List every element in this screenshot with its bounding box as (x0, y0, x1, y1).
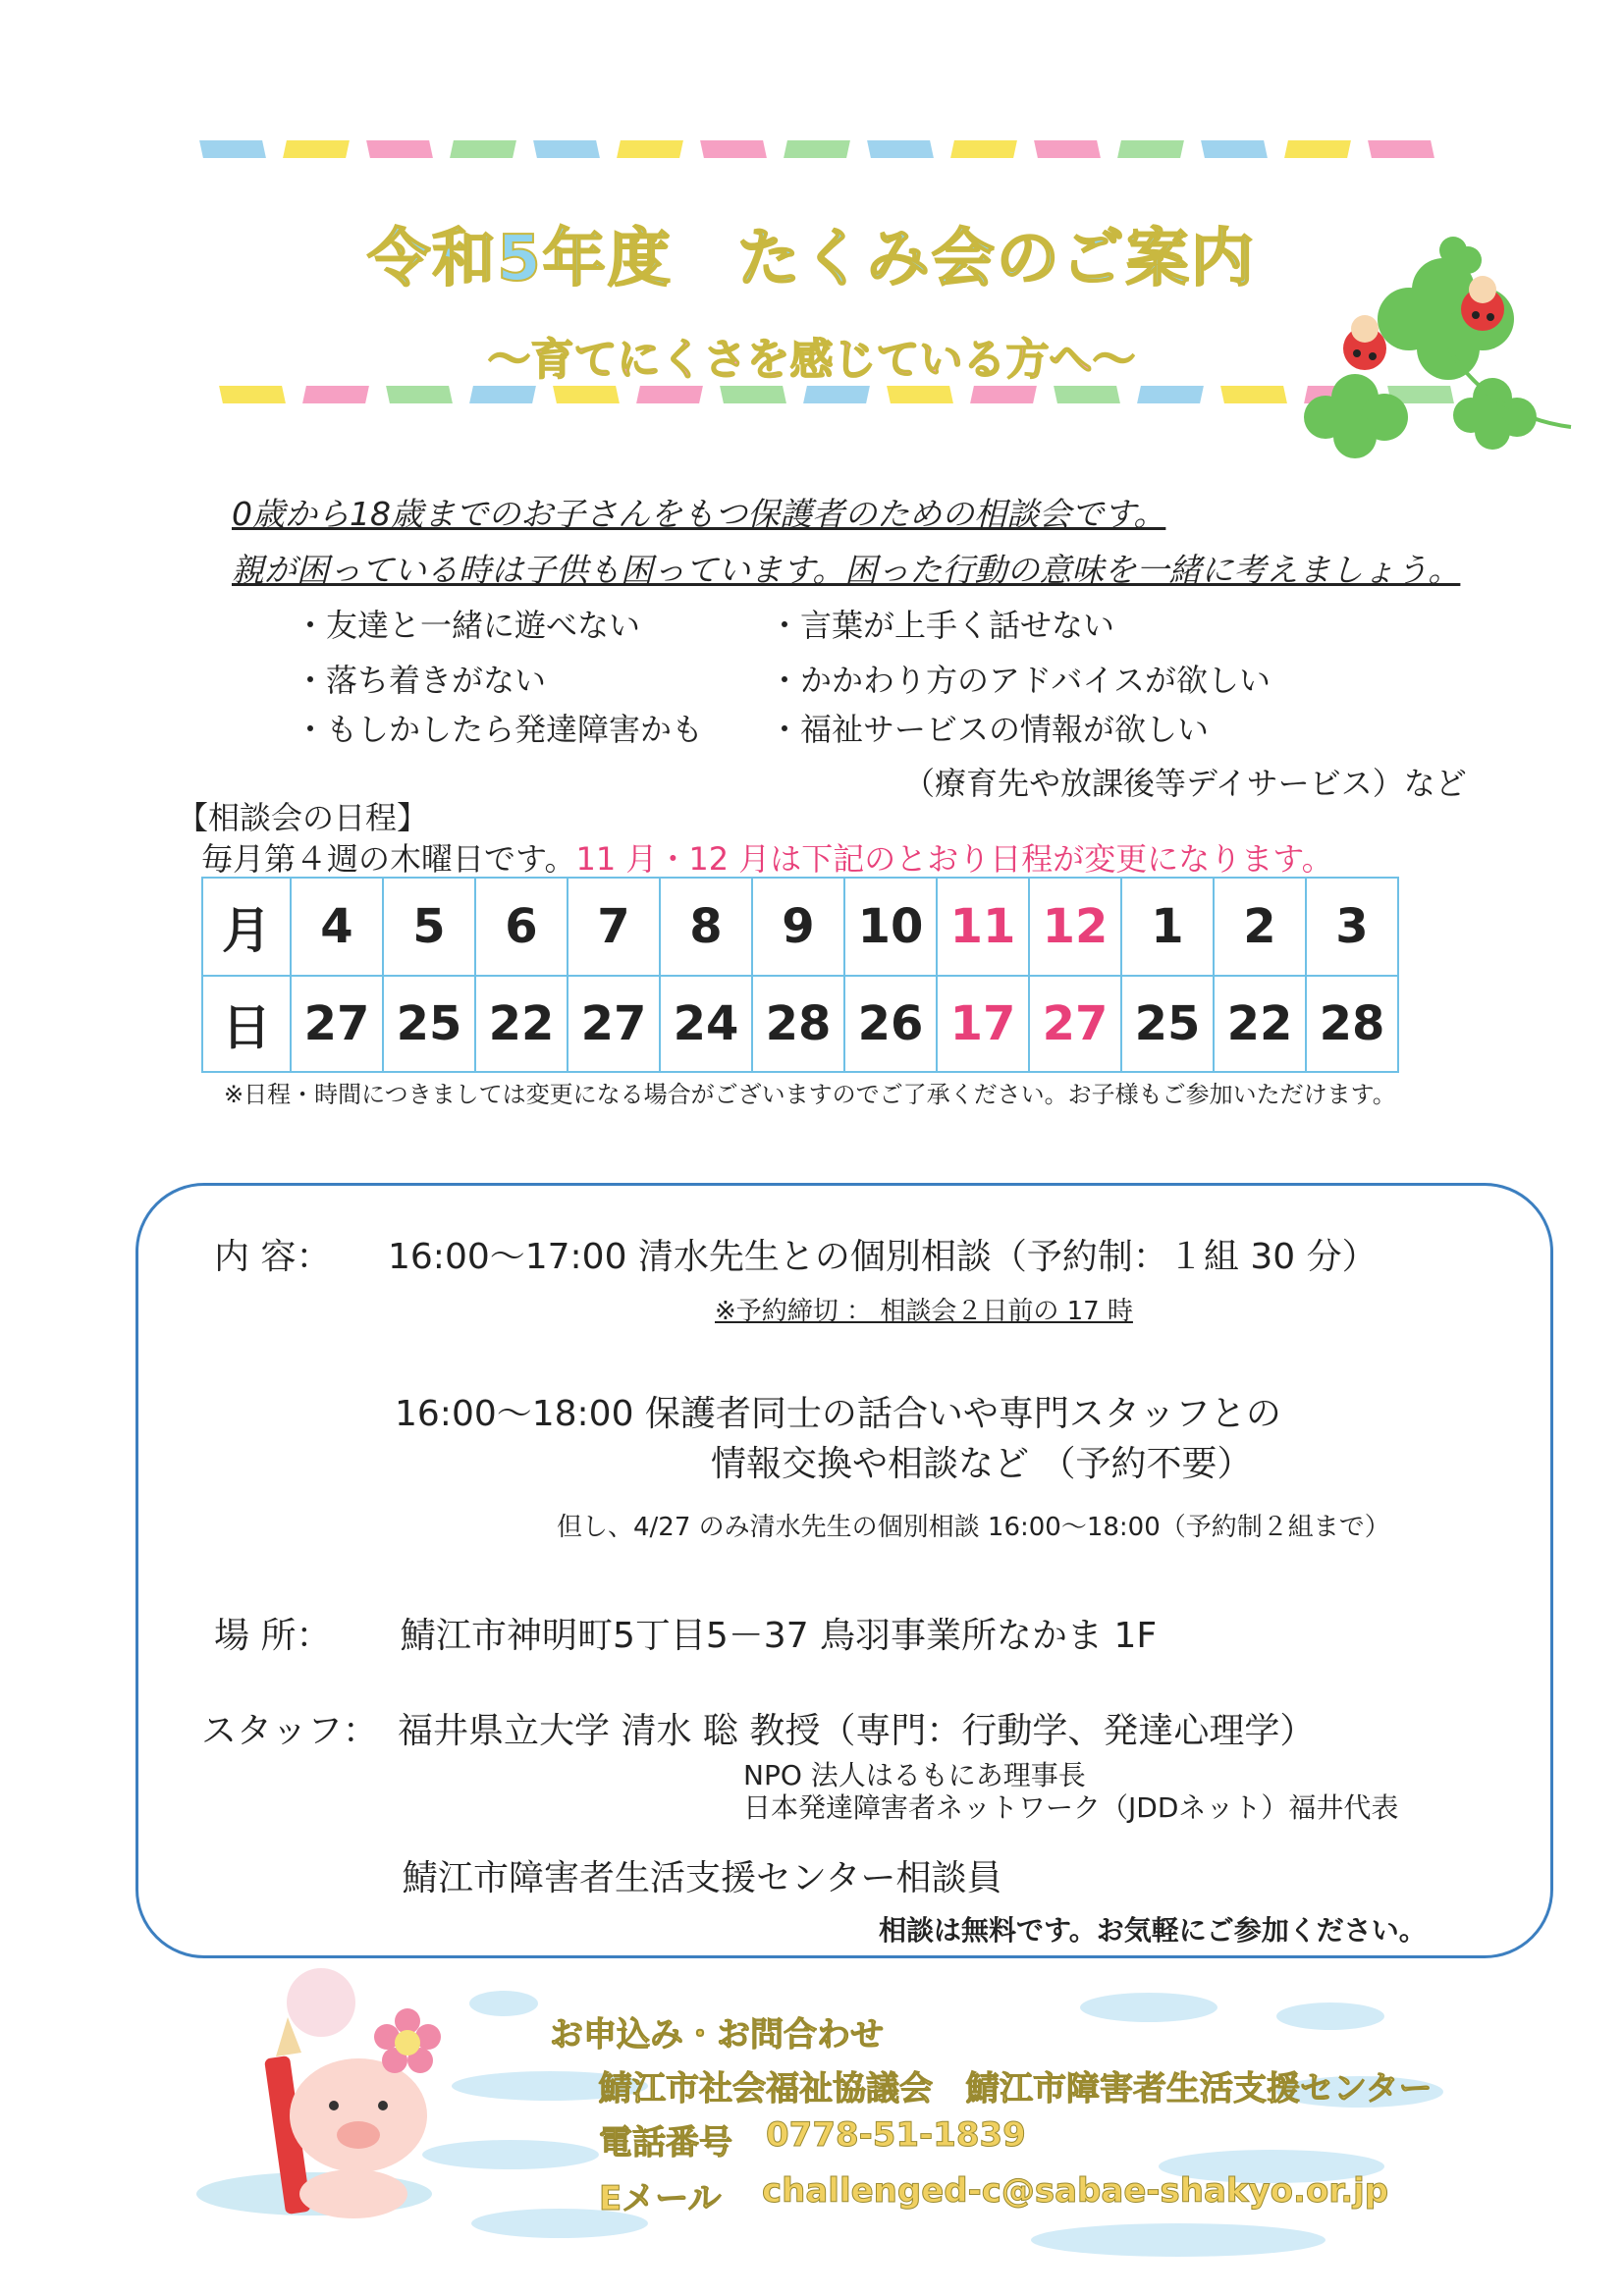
session2-line1: 16:00～18:00 保護者同士の話合いや専門スタッフとの (395, 1394, 1281, 1434)
month-cell: 8 (660, 878, 752, 976)
bullet-right-3: ・福祉サービスの情報が欲しい (769, 711, 1210, 748)
day-cell: 27 (568, 976, 660, 1072)
water-blob (1080, 1993, 1217, 2022)
bullet-right-note: （療育先や放課後等デイサービス）など (903, 765, 1467, 802)
bullet-left-3: ・もしかしたら発達障害かも (295, 711, 704, 748)
day-cell: 28 (752, 976, 844, 1072)
contact-email[interactable]: challenged-c@sabae-shakyo.or.jp (762, 2171, 1389, 2211)
contact-phone-label: 電話番号 (599, 2123, 732, 2163)
month-row-label: 月 (202, 878, 291, 976)
contact-email-label: Eメール (599, 2179, 722, 2218)
dash-decoration (1137, 386, 1204, 403)
dash-decoration (887, 386, 953, 403)
staff1-role2: 日本発達障害者ネットワーク（JDDネット）福井代表 (743, 1791, 1399, 1824)
schedule-heading: 【相談会の日程】 (177, 799, 429, 836)
dash-decoration (283, 140, 350, 158)
bullet-right-2: ・かかわり方のアドバイスが欲しい (769, 662, 1271, 699)
session2-line2: 情報交換や相談など （予約不要） (711, 1444, 1253, 1484)
place-label: 場 所： (214, 1616, 332, 1656)
bullet-right-1: ・言葉が上手く話せない (769, 607, 1115, 644)
top-dash-row (201, 140, 1448, 162)
day-cell: 17 (937, 976, 1029, 1072)
schedule-table (201, 877, 1399, 1073)
dash-decoration (720, 386, 786, 403)
month-cell: 12 (1029, 878, 1121, 976)
page-title: 令和5年度 たくみ会のご案内 (367, 223, 1256, 295)
session2-note: 但し、4/27 のみ清水先生の個別相談 16:00～18:00（予約制２組まで） (557, 1513, 1390, 1542)
schedule-sub-red: 11 月・12 月は下記のとおり日程が変更になります。 (575, 840, 1333, 878)
day-cell: 28 (1306, 976, 1398, 1072)
bottom-dash-row (221, 386, 1468, 407)
session1-note: ※予約締切 ： 相談会２日前の 17 時 (715, 1297, 1133, 1326)
month-cell: 4 (291, 878, 383, 976)
dash-decoration (1368, 140, 1434, 158)
schedule-note: ※日程・時間につきましては変更になる場合がございますのでご了承ください。お子様もご参加いただけます。 (224, 1081, 1396, 1108)
day-cell: 27 (291, 976, 383, 1072)
month-cell: 1 (1121, 878, 1214, 976)
dash-decoration (617, 140, 683, 158)
dash-decoration (867, 140, 934, 158)
day-cell: 25 (383, 976, 475, 1072)
day-cell: 27 (1029, 976, 1121, 1072)
month-cell: 3 (1306, 878, 1398, 976)
dash-decoration (302, 386, 369, 403)
water-blob (469, 1991, 538, 2016)
dash-decoration (386, 386, 453, 403)
contact-phone: 0778-51-1839 (766, 2115, 1026, 2155)
dash-decoration (784, 140, 850, 158)
dash-decoration (553, 386, 620, 403)
month-cell: 2 (1214, 878, 1306, 976)
dash-decoration (199, 140, 266, 158)
dash-decoration (803, 386, 870, 403)
water-blob (1276, 2002, 1384, 2030)
bullet-left-1: ・友達と一緒に遊べない (295, 607, 641, 644)
dash-decoration (450, 140, 516, 158)
contact-heading: お申込み・お問合わせ (550, 2015, 884, 2055)
water-blob (1031, 2223, 1325, 2257)
dash-decoration (950, 140, 1017, 158)
day-row-label: 日 (202, 976, 291, 1072)
clover-ladybug-icon (1286, 231, 1581, 466)
dash-decoration (1054, 386, 1120, 403)
dash-decoration (970, 386, 1037, 403)
dash-decoration (1034, 140, 1101, 158)
session1: 16:00～17:00 清水先生との個別相談（予約制：１組 30 分） (388, 1237, 1378, 1277)
day-row (202, 976, 1398, 1072)
dash-decoration (636, 386, 703, 403)
page-subtitle: ～育てにくさを感じている方へ～ (487, 335, 1136, 385)
staff-label: スタッフ： (201, 1711, 379, 1751)
day-cell: 26 (844, 976, 937, 1072)
month-row (202, 878, 1398, 976)
staff2: 鯖江市障害者生活支援センター相談員 (403, 1858, 1002, 1898)
dash-decoration (533, 140, 600, 158)
month-cell: 6 (475, 878, 568, 976)
water-blob (422, 2140, 599, 2169)
dash-decoration (1284, 140, 1351, 158)
dash-decoration (469, 386, 536, 403)
contact-orgs: 鯖江市社会福祉協議会 鯖江市障害者生活支援センター (599, 2069, 1433, 2109)
month-cell: 9 (752, 878, 844, 976)
day-cell: 25 (1121, 976, 1214, 1072)
dash-decoration (1220, 386, 1287, 403)
day-cell: 24 (660, 976, 752, 1072)
month-cell: 11 (937, 878, 1029, 976)
dash-decoration (1201, 140, 1268, 158)
free-note: 相談は無料です。お気軽にご参加ください。 (879, 1914, 1427, 1947)
day-cell: 22 (1214, 976, 1306, 1072)
bullet-left-2: ・落ち着きがない (295, 662, 547, 699)
dash-decoration (219, 386, 286, 403)
intro-line-2: 親が困っている時は子供も困っています。困った行動の意味を一緒に考えましょう。 (232, 551, 1461, 589)
month-cell: 5 (383, 878, 475, 976)
dash-decoration (1117, 140, 1184, 158)
staff1: 福井県立大学 清水 聡 教授（専門：行動学、発達心理学） (398, 1711, 1316, 1751)
schedule-subheading (201, 834, 1333, 880)
day-cell: 22 (475, 976, 568, 1072)
flower-icon (373, 2007, 442, 2076)
month-cell: 10 (844, 878, 937, 976)
content-label: 内 容： (214, 1237, 332, 1277)
dash-decoration (366, 140, 433, 158)
intro-line-1: 0歳から18歳までのお子さんをもつ保護者のための相談会です。 (232, 495, 1166, 533)
staff1-role1: NPO 法人はるもにあ理事長 (743, 1759, 1086, 1791)
schedule-sub-black: 毎月第４週の木曜日です。 (201, 840, 576, 878)
place: 鯖江市神明町5丁目5－37 鳥羽事業所なかま 1F (401, 1616, 1158, 1656)
month-cell: 7 (568, 878, 660, 976)
dash-decoration (700, 140, 767, 158)
